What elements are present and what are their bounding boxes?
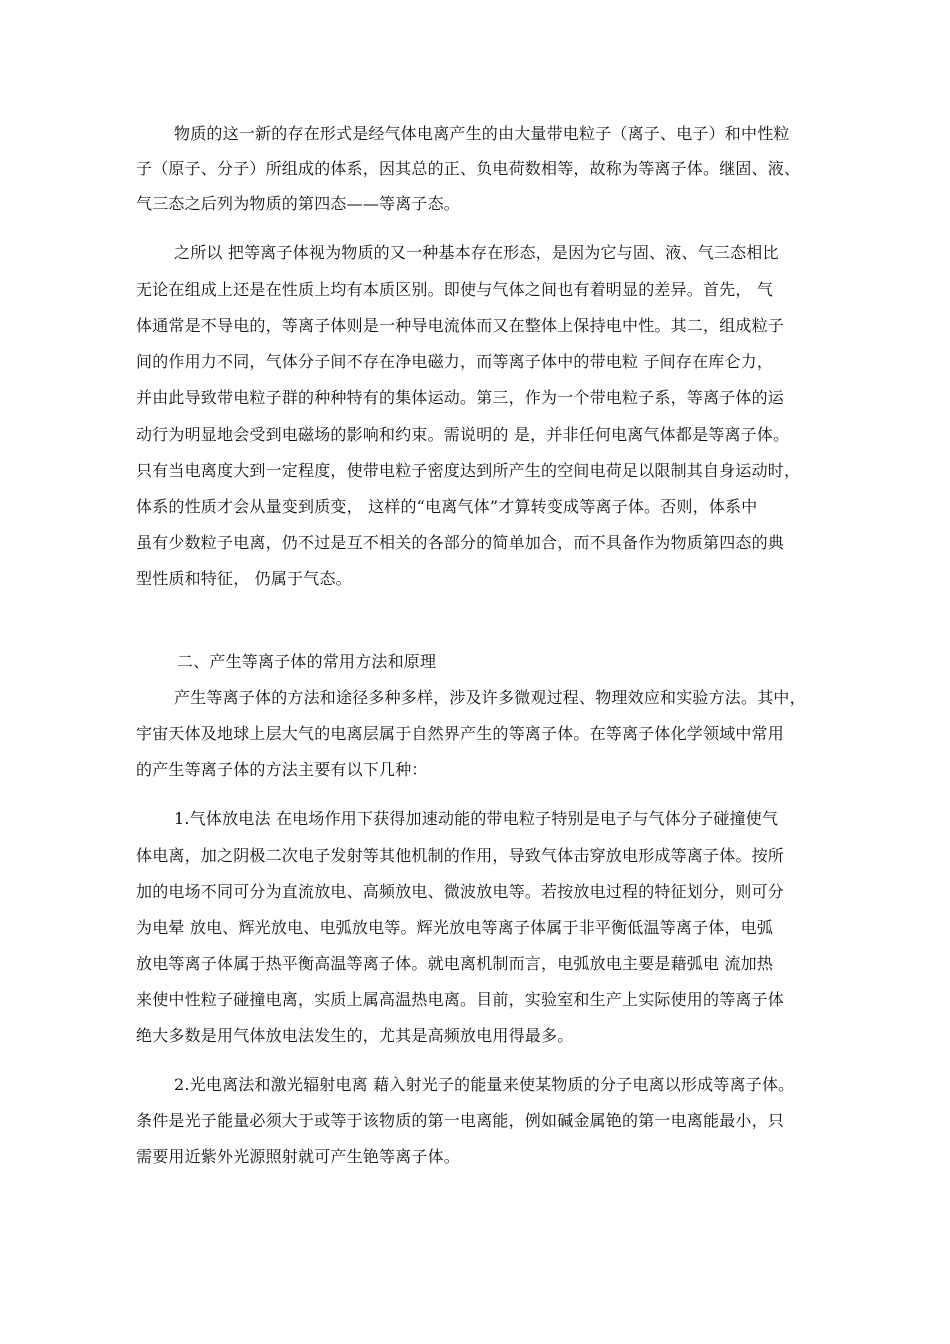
- text-line: 条件是光子能量必须大于或等于该物质的第一电离能，例如碱金属铯的第一电离能最小，只: [136, 1111, 785, 1130]
- text-line: 型性质和特征， 仍属于气态。: [136, 569, 352, 588]
- text-line: 间的作用力不同，气体分子间不存在净电磁力，而等离子体中的带电粒 子间存在库仑力，: [136, 352, 774, 371]
- text-line: 无论在组成上还是在性质上均有本质区别。即使与气体之间也有着明显的差异。首先， 气: [136, 280, 774, 299]
- text-line: 1.气体放电法 在电场作用下获得加速动能的带电粒子特别是电子与气体分子碰撞使气: [174, 809, 779, 828]
- text-line: 子（原子、分子）所组成的体系，因其总的正、负电荷数相等，故称为等离子体。继固、液、: [136, 159, 801, 178]
- text-line: 2.光电离法和激光辐射电离 藉入射光子的能量来使某物质的分子电离以形成等离子体。: [174, 1075, 795, 1094]
- text-line: 宇宙天体及地球上层大气的电离层属于自然界产生的等离子体。在等离子体化学领域中常用: [136, 724, 785, 743]
- text-line: 体通常是不导电的，等离子体则是一种导电流体而又在整体上保持电中性。其二，组成粒子: [136, 316, 785, 335]
- text-line: 加的电场不同可分为直流放电、高频放电、微波放电等。若按放电过程的特征划分，则可分: [136, 882, 785, 901]
- text-line: 只有当电离度大到一定程度，使带电粒子密度达到所产生的空间电荷足以限制其自身运动时，: [136, 461, 801, 480]
- text-line: 动行为明显地会受到电磁场的影响和约束。需说明的 是，并非任何电离气体都是等离子体。: [136, 425, 790, 444]
- text-line: 来使中性粒子碰撞电离，实质上属高温热电离。目前，实验室和生产上实际使用的等离子体: [136, 990, 785, 1009]
- text-line: 并由此导致带电粒子群的种种特有的集体运动。第三，作为一个带电粒子系，等离子体的运: [136, 388, 785, 407]
- text-line: 产生等离子体的方法和途径多种多样，涉及许多微观过程、物理效应和实验方法。其中，: [174, 688, 806, 707]
- text-line: 的产生等离子体的方法主要有以下几种：: [136, 760, 428, 779]
- text-line: 体系的性质才会从量变到质变， 这样的“电离气体”才算转变成等离子体。否则，体系中: [136, 497, 758, 516]
- section-heading: 二、产生等离子体的常用方法和原理: [177, 652, 437, 671]
- text-line: 放电等离子体属于热平衡高温等离子体。就电离机制而言，电弧放电主要是藉弧电 流加热: [136, 954, 774, 973]
- text-line: 物质的这一新的存在形式是经气体电离产生的由大量带电粒子（离子、电子）和中性粒: [174, 124, 790, 143]
- text-line: 虽有少数粒子电离，仍不过是互不相关的各部分的简单加合，而不具备作为物质第四态的典: [136, 533, 785, 552]
- text-line: 需要用近紫外光源照射就可产生铯等离子体。: [136, 1147, 461, 1166]
- text-line: 绝大多数是用气体放电法发生的，尤其是高频放电用得最多。: [136, 1026, 574, 1045]
- text-line: 之所以 把等离子体视为物质的又一种基本存在形态，是因为它与固、液、气三态相比: [174, 243, 779, 262]
- text-line: 为电晕 放电、辉光放电、电弧放电等。辉光放电等离子体属于非平衡低温等离子体，电弧: [136, 918, 774, 937]
- text-line: 气三态之后列为物质的第四态——等离子态。: [136, 194, 461, 213]
- text-line: 体电离，加之阴极二次电子发射等其他机制的作用，导致气体击穿放电形成等离子体。按所: [136, 846, 785, 865]
